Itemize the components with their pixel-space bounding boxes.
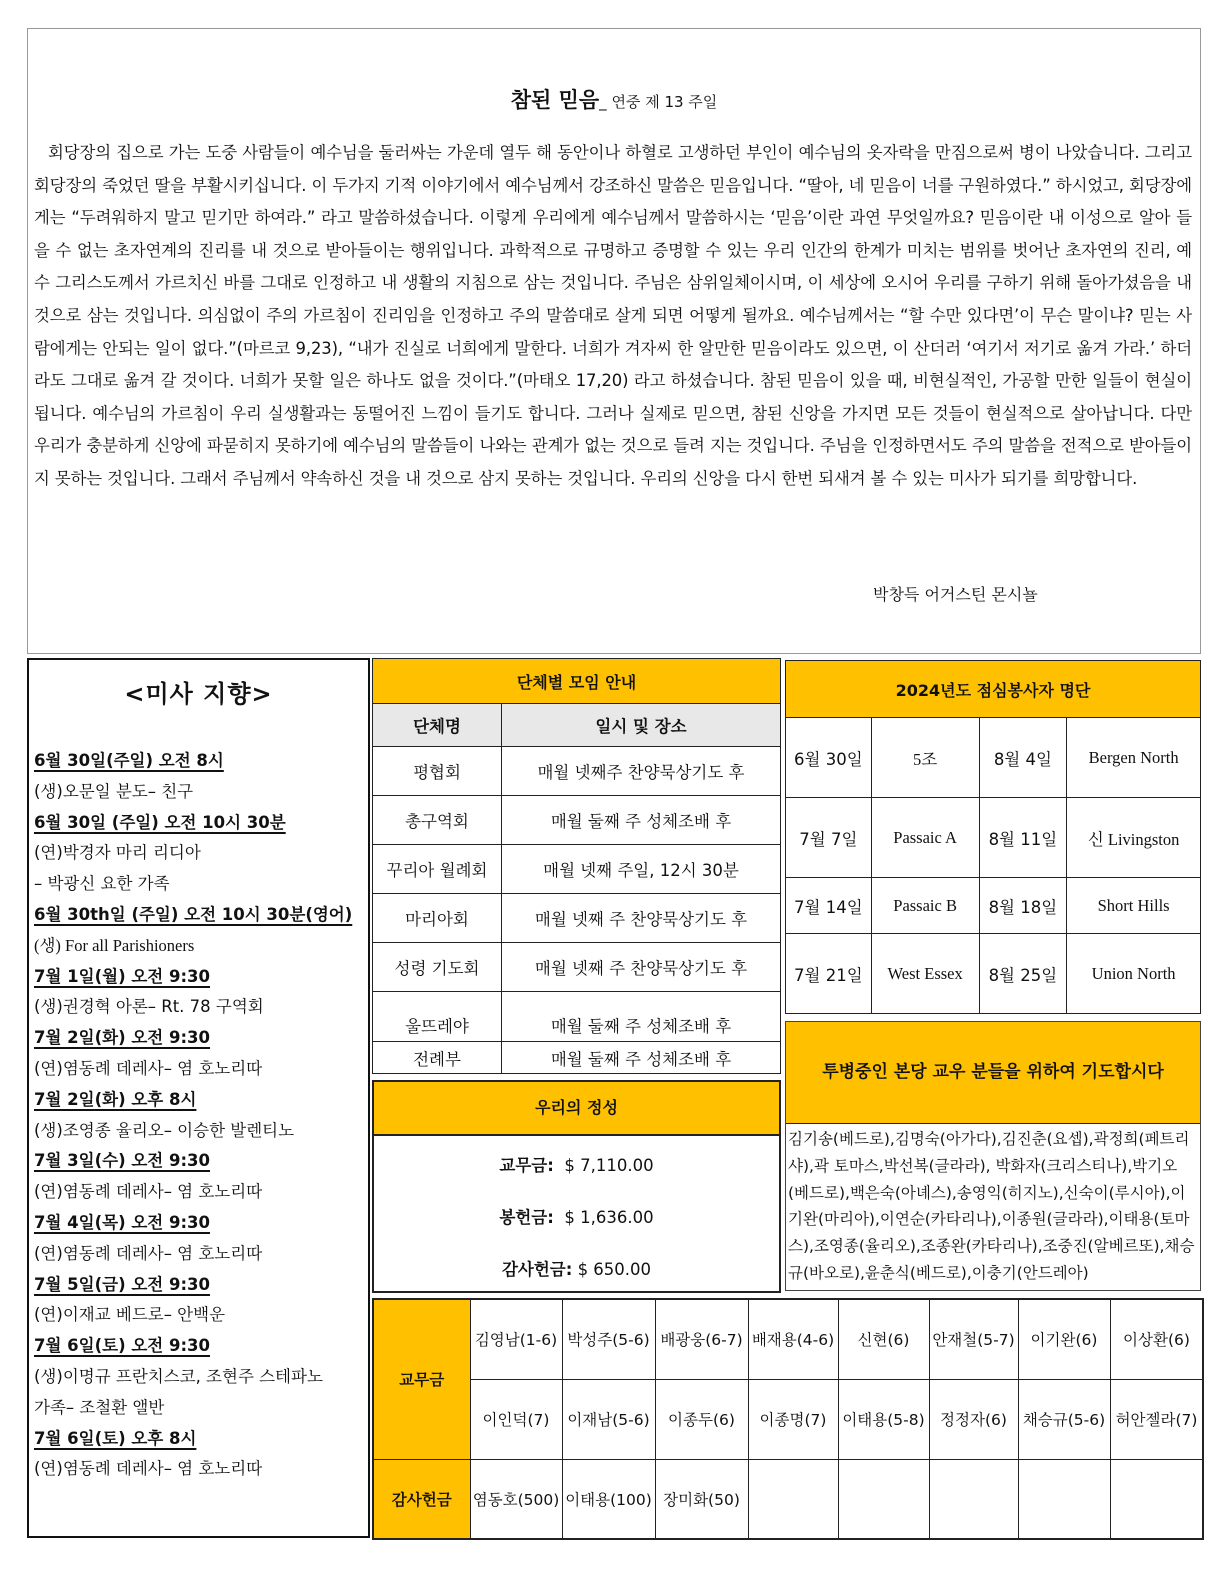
mass-entry-date-line [34, 1085, 364, 1116]
donor-cell: 신현(6) [838, 1299, 929, 1379]
table-row [786, 718, 1201, 798]
donor-cell-empty [838, 1459, 929, 1539]
mass-entry-intention: (연)염동례 데레사– 염 호노리따 [34, 1058, 263, 1078]
mass-entry-intention: 가족– 조철환 앨반 [34, 1397, 165, 1417]
mass-entry-date: 6월 30th일 (주일) 오전 10시 30분(영어) [34, 904, 353, 924]
mass-intentions-list [34, 746, 364, 1485]
mass-entry-date: 7월 6일(토) 오전 9:30 [34, 1336, 211, 1356]
donor-cell: 박성주(5-6) [562, 1299, 655, 1379]
mass-entry-date-line [34, 962, 364, 993]
table-row [373, 747, 781, 796]
donor-cell: 염동호(500) [470, 1459, 562, 1539]
offering-title: 우리의 정성 [374, 1082, 779, 1136]
table-row [373, 992, 781, 1042]
group-name: 전례부 [373, 1042, 502, 1074]
donor-cell-empty [748, 1459, 838, 1539]
table-row [786, 798, 1201, 878]
mass-entry-date-line [34, 1331, 364, 1362]
table-row [373, 796, 781, 845]
donor-cell: 정정자(6) [929, 1379, 1018, 1459]
mass-entry-intention: (생) For all Parishioners [34, 935, 195, 955]
group-name: 마리아회 [373, 894, 502, 943]
donor-cell: 김영남(1-6) [470, 1299, 562, 1379]
lunch-cell-g2: Short Hills [1067, 878, 1201, 934]
donor-cell-empty [1110, 1459, 1203, 1539]
mass-intentions-box [27, 658, 370, 1538]
mass-entry-date-line [34, 900, 364, 931]
group-col-time: 일시 및 장소 [502, 704, 781, 747]
homily-title [28, 84, 1200, 114]
mass-entry-date-line [34, 1146, 364, 1177]
homily-body [34, 137, 1192, 496]
mass-entry-date: 6월 30일(주일) 오전 8시 [34, 751, 224, 770]
group-time: 매월 넷째 주 찬양묵상기도 후 [502, 894, 781, 943]
lunch-cell-d2: 8월 25일 [979, 934, 1067, 1014]
mass-entry-date-line [34, 1208, 364, 1239]
homily-paragraph: 회당장의 집으로 가는 도중 사람들이 예수님을 둘러싸는 가운데 열두 해 동안이나 하혈로 고생하던 부인이 예수님의 옷자락을 만짐으로써 병이 나았습니다. 그리고 회당장의 죽었던 딸을 부활시키십니다. 이 두가지 기적 이야기에서 예수님께서 강조하신 말씀은 믿음입니다. “딸아, 네 믿음이 너를 구원하였다.” 하시었고, 회당장에게는 “두려워하지 말고 믿기만 하여라.” 라고 말씀하셨습니다. 이렇게 우리에게 예수님께서 말씀하시는 ‘믿음’이란 과연 무엇일까요? 믿음이란 내 이성으로 알아 들을 수 없는 초자연계의 진리를 내 것으로 받아들이는 행위입니다. 과학적으로 규명하고 증명할 수 있는 우리 인간의 한계가 미치는 범위를 벗어난 초자연의 진리, 예수 그리스도께서 가르치신 바를 그대로 인정하고 내 생활의 지침으로 삼는 것입니다. 주님은 삼위일체이시며, 이 세상에 오시어 우리를 구하기 위해 돌아가셨음을 내 것으로 삼는 것입니다. 의심없이 주의 가르침이 진리임을 인정하고 주의 말씀대로 살게 되면 어떻게 될까요. 예수님께서는 “할 수만 있다면’이 무슨 말이냐? 믿는 사람에게는 안되는 일이 없다.”(마르코 9,23), “내가 진실로 너희에게 말한다. 너희가 겨자씨 한 알만한 믿음이라도 있으면, 이 산더러 ‘여기서 저기로 옮겨 가라.’ 하더라도 그대로 옮겨 갈 것이다. 너희가 못할 일은 하나도 없을 것이다.”(마태오 17,20) 라고 하셨습니다. 참된 믿음이 있을 때, 비현실적인, 가공할 만한 일들이 현실이 됩니다. 예수님의 가르침이 우리 실생활과는 동떨어진 느낌이 들기도 합니다. 그러나 실제로 믿으면, 참된 신앙을 가지면 모든 것들이 현실적으로 살아납니다. 다만 우리가 충분하게 신앙에 파묻히지 못하기에 예수님의 말씀들이 나와는 관계가 없는 것으로 들려 지는 것입니다. 주님을 인정하면서도 주의 말씀을 전적으로 받아들이지 못하는 것입니다. 그래서 주님께서 약속하신 것을 내 것으로 삼지 못하는 것입니다. 우리의 신앙을 다시 한번 되새겨 볼 수 있는 미사가 되기를 희망합니다. [34, 143, 1192, 488]
group-time: 매월 둘째 주 성체조배 후 [502, 1042, 781, 1074]
group-name: 울뜨레야 [373, 992, 502, 1042]
lunch-cell-d2: 8월 18일 [979, 878, 1067, 934]
lunch-cell-g1: West Essex [871, 934, 979, 1014]
mass-entry-date: 6월 30일 (주일) 오전 10시 30분 [34, 812, 286, 832]
donor-cell-empty [929, 1459, 1018, 1539]
group-col-name: 단체명 [373, 704, 502, 747]
donor-cell: 허안젤라(7) [1110, 1379, 1203, 1459]
lunch-cell-d1: 6월 30일 [786, 718, 872, 798]
mass-entry-date: 7월 4일(목) 오전 9:30 [34, 1212, 211, 1232]
donor-cell: 채승규(5-6) [1018, 1379, 1110, 1459]
mass-entry-date-line [34, 1270, 364, 1301]
offering-row-collection: 봉헌금: $ 1,636.00 [499, 1208, 654, 1227]
donor-cell: 이기완(6) [1018, 1299, 1110, 1379]
lunch-cell-d1: 7월 14일 [786, 878, 872, 934]
mass-entry-date: 7월 1일(월) 오전 9:30 [34, 966, 211, 986]
lunch-cell-d2: 8월 11일 [979, 798, 1067, 878]
sick-prayer-names: 김기송(베드로),김명숙(아가다),김진춘(요셉),곽정희(페트리샤),곽 토마스,박선복(글라라), 박화자(크리스티나),박기오(베드로),백은숙(아녜스),송영익(히지노),신숙이(루시아),이기완(마리아),이연순(카타리나),이종원(글라라),이태용(토마스),조영종(율리오),조종완(카타리나),조중진(알베르또),채승규(바오로),윤춘식(베드로),이충기(안드레아) [788, 1130, 1195, 1282]
group-time: 매월 둘째 주 성체조배 후 [502, 796, 781, 845]
donor-cell: 장미화(50) [655, 1459, 748, 1539]
table-row [373, 894, 781, 943]
donor-cell-empty [1018, 1459, 1110, 1539]
mass-entry-date-line [34, 1424, 364, 1455]
table-row [373, 943, 781, 992]
donor-cell: 이태용(5-8) [838, 1379, 929, 1459]
donor-cell: 배재용(4-6) [748, 1299, 838, 1379]
mass-entry-intention: (연)염동례 데레사– 염 호노리따 [34, 1243, 263, 1263]
donors-box [372, 1298, 1202, 1538]
mass-entry-intention: (생)권경혁 아론– Rt. 78 구역회 [34, 997, 264, 1017]
donor-cell: 이재남(5-6) [562, 1379, 655, 1459]
table-row [373, 1042, 781, 1074]
donor-cell: 안재철(5-7) [929, 1299, 1018, 1379]
homily-subtitle: _ 연중 제 13 주일 [599, 93, 718, 111]
group-meetings-title: 단체별 모임 안내 [373, 659, 781, 704]
lunch-cell-g2: 신 Livingston [1067, 798, 1201, 878]
lunch-cell-g1: 5조 [871, 718, 979, 798]
lunch-cell-d1: 7월 7일 [786, 798, 872, 878]
lunch-cell-g2: Union North [1067, 934, 1201, 1014]
lunch-volunteers-title: 2024년도 점심봉사자 명단 [786, 661, 1201, 718]
mass-entry-date-line [34, 808, 364, 839]
group-name: 성령 기도회 [373, 943, 502, 992]
group-meetings-box [372, 658, 781, 1076]
lunch-cell-d1: 7월 21일 [786, 934, 872, 1014]
mass-entry-date-line [34, 1023, 364, 1054]
mass-entry-intention: (연)이재교 베드로– 안백운 [34, 1305, 226, 1325]
lunch-cell-d2: 8월 4일 [979, 718, 1067, 798]
mass-entry-date: 7월 6일(토) 오후 8시 [34, 1428, 197, 1448]
lunch-cell-g1: Passaic A [871, 798, 979, 878]
donor-cell: 이인덕(7) [470, 1379, 562, 1459]
homily-title-text: 참된 믿음 [510, 88, 600, 112]
offering-row-tithe: 교무금: $ 7,110.00 [499, 1156, 654, 1175]
mass-entry-date: 7월 2일(화) 오전 9:30 [34, 1028, 211, 1048]
table-row [786, 878, 1201, 934]
donors-table [372, 1298, 1204, 1540]
mass-entry-date-line [34, 746, 364, 777]
mass-entry-date: 7월 3일(수) 오전 9:30 [34, 1151, 211, 1171]
lunch-cell-g2: Bergen North [1067, 718, 1201, 798]
mass-entry-date: 7월 2일(화) 오후 8시 [34, 1089, 197, 1109]
homily-box [27, 28, 1201, 654]
mass-entry-intention: (연)염동례 데레사– 염 호노리따 [34, 1459, 263, 1479]
donor-cell: 이태용(100) [562, 1459, 655, 1539]
group-time: 매월 둘째 주 성체조배 후 [502, 992, 781, 1042]
lunch-volunteers-box [785, 660, 1201, 1017]
mass-entry-intention: (연)박경자 마리 리디아 [34, 843, 201, 863]
sick-prayer-box [785, 1021, 1201, 1291]
table-row [373, 845, 781, 894]
group-name: 꾸리아 월례회 [373, 845, 502, 894]
table-row [786, 934, 1201, 1014]
mass-entry-intention: (생)이명규 프란치스코, 조현주 스테파노 [34, 1366, 323, 1386]
mass-entry-intention: – 박광신 요한 가족 [34, 874, 170, 894]
group-meetings-table [372, 658, 781, 1074]
tithe-label: 교무금 [373, 1299, 470, 1459]
sick-prayer-title: 투병중인 본당 교우 분들을 위하여 기도합시다 [786, 1022, 1200, 1124]
group-time: 매월 넷째주 찬양묵상기도 후 [502, 747, 781, 796]
donor-cell: 이종두(6) [655, 1379, 748, 1459]
donor-cell: 배광웅(6-7) [655, 1299, 748, 1379]
group-name: 평협회 [373, 747, 502, 796]
mass-entry-date: 7월 5일(금) 오전 9:30 [34, 1274, 211, 1294]
donor-cell: 이상환(6) [1110, 1299, 1203, 1379]
lunch-volunteers-table [785, 660, 1201, 1014]
homily-author: 박창득 어거스틴 몬시뇰 [873, 585, 1038, 604]
lunch-cell-g1: Passaic B [871, 878, 979, 934]
thanks-label: 감사헌금 [373, 1459, 470, 1539]
mass-entry-intention: (연)염동례 데레사– 염 호노리따 [34, 1182, 263, 1202]
group-time: 매월 넷째 주일, 12시 30분 [502, 845, 781, 894]
mass-entry-intention: (생)오문일 분도– 친구 [34, 781, 194, 801]
mass-entry-intention: (생)조영종 율리오– 이승한 발렌티노 [34, 1120, 295, 1140]
offering-box [372, 1080, 781, 1293]
group-name: 총구역회 [373, 796, 502, 845]
offering-row-thanks: 감사헌금: $ 650.00 [501, 1260, 652, 1279]
group-time: 매월 넷째 주 찬양묵상기도 후 [502, 943, 781, 992]
mass-intentions-title: <미사 지향> [124, 680, 273, 708]
donor-cell: 이종명(7) [748, 1379, 838, 1459]
